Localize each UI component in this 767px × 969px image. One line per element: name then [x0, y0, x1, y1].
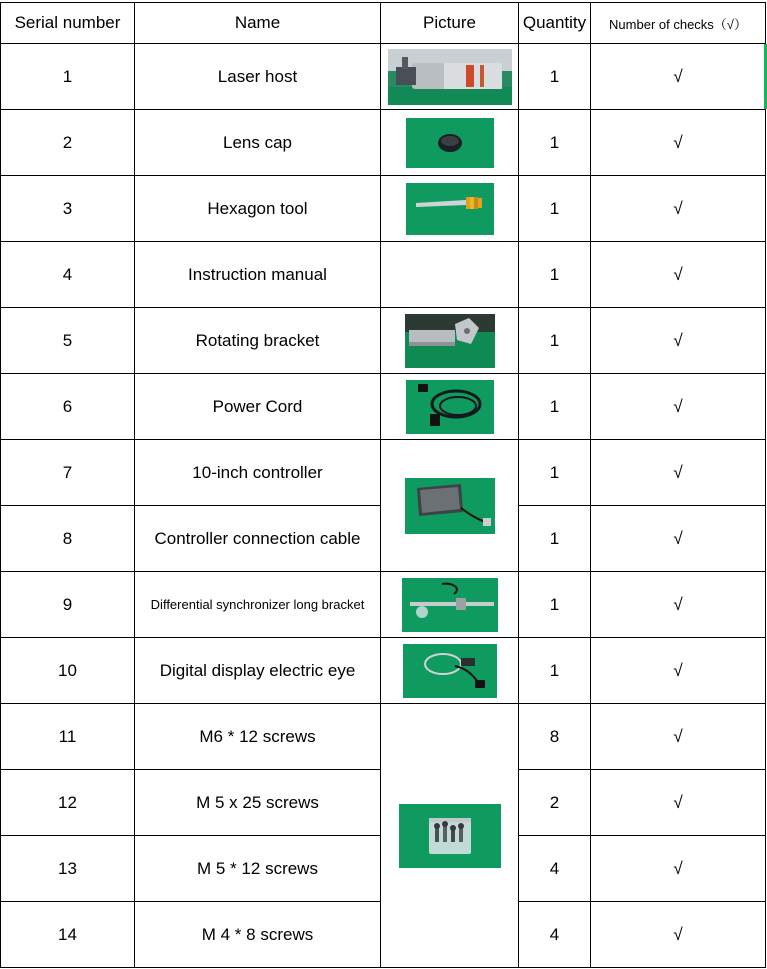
name-cell: Instruction manual: [135, 242, 381, 308]
quantity-cell: 4: [519, 902, 591, 968]
quantity-cell: 1: [519, 44, 591, 110]
check-cell: √: [591, 440, 766, 506]
check-cell: √: [591, 176, 766, 242]
serial-cell: 8: [1, 506, 135, 572]
table-row: [1, 704, 766, 770]
picture-cell: [381, 176, 519, 242]
table-row: [1, 110, 766, 176]
header-picture: Picture: [381, 3, 519, 44]
quantity-cell: 4: [519, 836, 591, 902]
rotating-bracket-photo: [405, 314, 495, 368]
name-cell: Rotating bracket: [135, 308, 381, 374]
name-cell: Power Cord: [135, 374, 381, 440]
picture-cell: [381, 572, 519, 638]
check-cell: √: [591, 308, 766, 374]
quantity-cell: 1: [519, 242, 591, 308]
serial-cell: 3: [1, 176, 135, 242]
picture-cell: [381, 440, 519, 572]
table-row: [1, 308, 766, 374]
quantity-cell: 2: [519, 770, 591, 836]
power-cord-photo: [406, 380, 494, 434]
name-cell: Controller connection cable: [135, 506, 381, 572]
quantity-cell: 1: [519, 110, 591, 176]
name-cell: M 5 * 12 screws: [135, 836, 381, 902]
serial-cell: 7: [1, 440, 135, 506]
table-row: [1, 638, 766, 704]
check-cell: √: [591, 374, 766, 440]
check-cell: √: [591, 110, 766, 176]
header-serial-number: Serial number: [1, 3, 135, 44]
serial-cell: 13: [1, 836, 135, 902]
name-cell: Digital display electric eye: [135, 638, 381, 704]
quantity-cell: 1: [519, 506, 591, 572]
quantity-cell: 1: [519, 638, 591, 704]
header-row: [1, 3, 766, 44]
name-cell: M 4 * 8 screws: [135, 902, 381, 968]
picture-cell: [381, 308, 519, 374]
header-name: Name: [135, 3, 381, 44]
picture-cell: [381, 242, 519, 308]
serial-cell: 1: [1, 44, 135, 110]
name-cell: Differential synchronizer long bracket: [135, 572, 381, 638]
serial-cell: 4: [1, 242, 135, 308]
check-cell: √: [591, 572, 766, 638]
lens-cap-photo: [406, 118, 494, 168]
picture-cell: [381, 374, 519, 440]
name-cell: Hexagon tool: [135, 176, 381, 242]
table-row: [1, 176, 766, 242]
serial-cell: 11: [1, 704, 135, 770]
name-cell: M 5 x 25 screws: [135, 770, 381, 836]
table-row: [1, 440, 766, 506]
serial-cell: 6: [1, 374, 135, 440]
name-cell: M6 * 12 screws: [135, 704, 381, 770]
serial-cell: 10: [1, 638, 135, 704]
table-row: [1, 242, 766, 308]
picture-cell: [381, 44, 519, 110]
picture-cell: [381, 110, 519, 176]
check-cell: √: [591, 836, 766, 902]
name-cell: Laser host: [135, 44, 381, 110]
serial-cell: 14: [1, 902, 135, 968]
check-cell: √: [591, 506, 766, 572]
picture-cell: [381, 704, 519, 968]
check-cell: √: [591, 902, 766, 968]
hexagon-tool-photo: [406, 183, 494, 235]
packing-list-table: [0, 2, 766, 968]
quantity-cell: 1: [519, 176, 591, 242]
header-number-of-checks: Number of checks（√）: [591, 3, 766, 44]
check-cell: √: [591, 704, 766, 770]
check-cell: √: [591, 242, 766, 308]
table-row: [1, 44, 766, 110]
check-cell: √: [591, 770, 766, 836]
quantity-cell: 8: [519, 704, 591, 770]
laser-host-photo: [388, 49, 512, 105]
serial-cell: 12: [1, 770, 135, 836]
quantity-cell: 1: [519, 572, 591, 638]
name-cell: Lens cap: [135, 110, 381, 176]
table-row: [1, 374, 766, 440]
quantity-cell: 1: [519, 308, 591, 374]
quantity-cell: 1: [519, 440, 591, 506]
electric-eye-photo: [403, 644, 497, 698]
header-quantity: Quantity: [519, 3, 591, 44]
check-cell: √: [591, 44, 766, 110]
screws-bag-photo: [399, 804, 501, 868]
serial-cell: 2: [1, 110, 135, 176]
serial-cell: 9: [1, 572, 135, 638]
picture-cell: [381, 638, 519, 704]
controller-photo: [405, 478, 495, 534]
table-row: [1, 572, 766, 638]
name-cell: 10-inch controller: [135, 440, 381, 506]
serial-cell: 5: [1, 308, 135, 374]
check-cell: √: [591, 638, 766, 704]
synchronizer-bracket-photo: [402, 578, 498, 632]
quantity-cell: 1: [519, 374, 591, 440]
